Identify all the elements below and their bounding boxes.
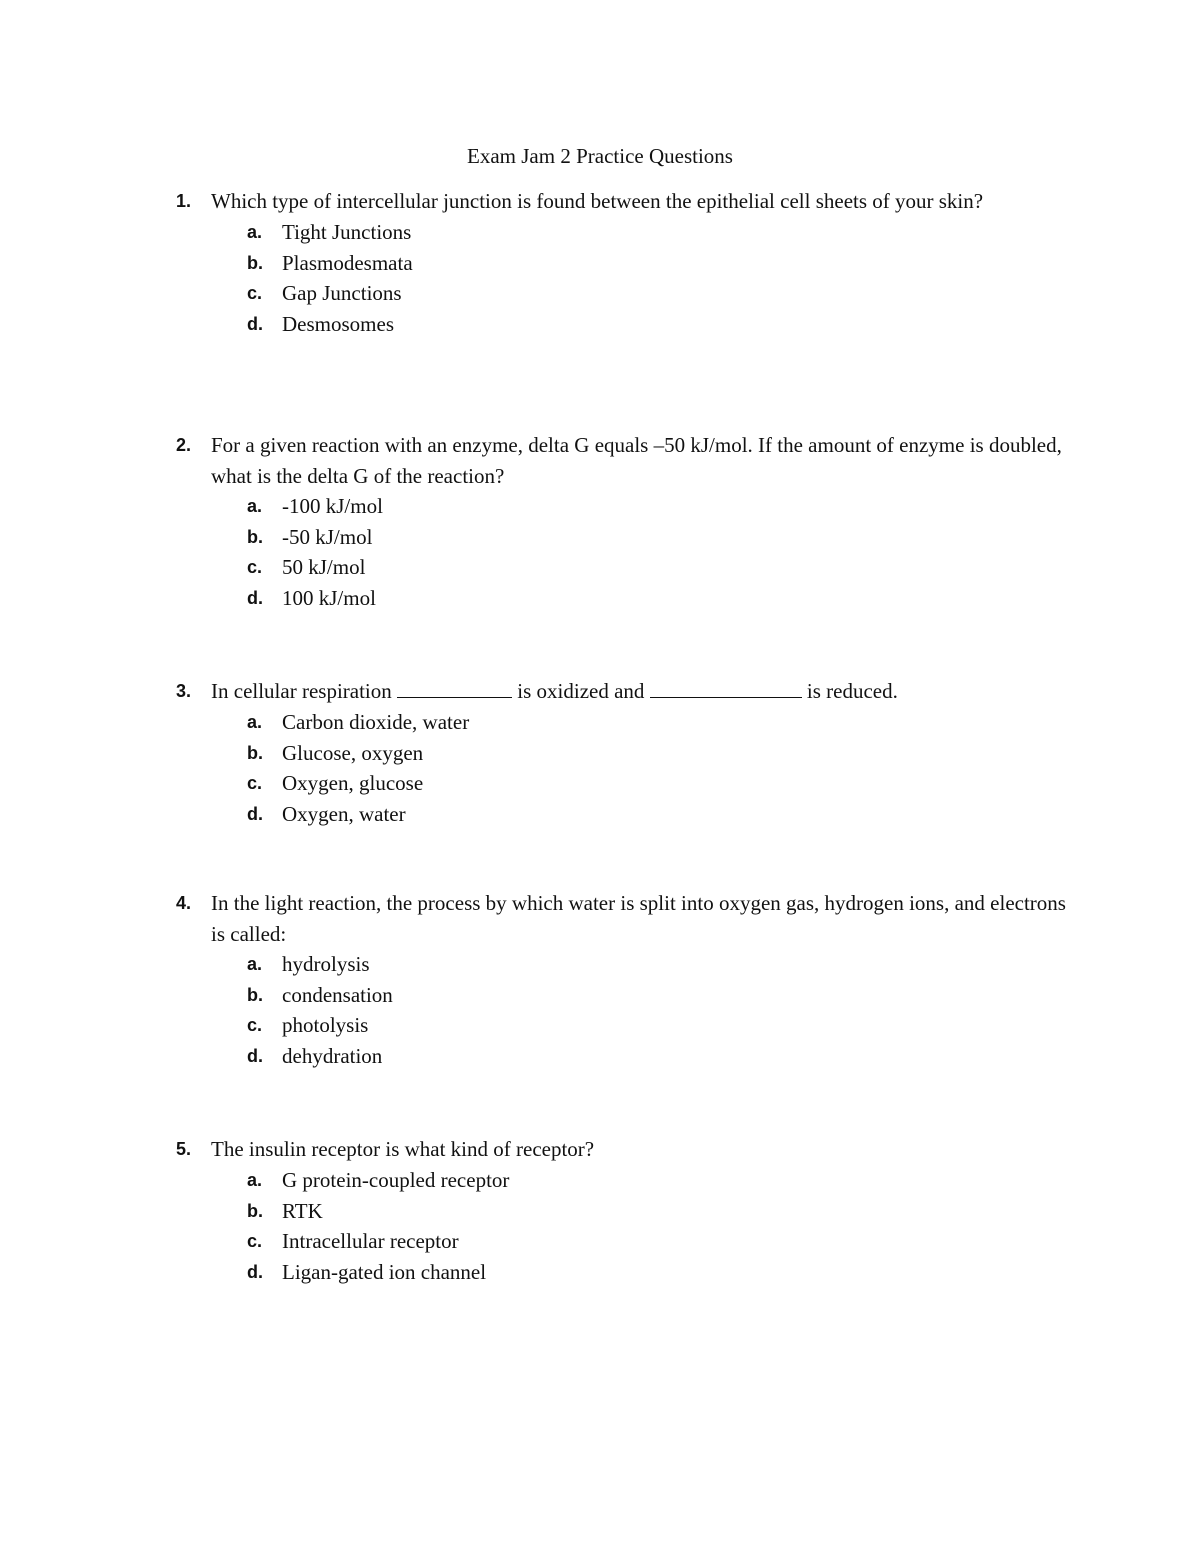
question-text-part: is oxidized and (517, 679, 645, 703)
option-text: Desmosomes (282, 312, 394, 337)
option-letter: a. (247, 1170, 263, 1190)
question-text: Which type of intercellular junction is found between the epithelial cell sheets of your skin? (211, 189, 984, 213)
document-title: Exam Jam 2 Practice Questions (467, 144, 733, 168)
option-letter: d. (247, 1262, 263, 1283)
option-letter: a. (247, 954, 263, 974)
option-b (176, 1196, 1066, 1227)
option-c (176, 1226, 1066, 1257)
question-number: 3. (176, 681, 192, 701)
answer-blank (650, 677, 802, 698)
option-letter: c. (247, 773, 263, 794)
question-number: 2. (176, 435, 192, 455)
option-letter: a. (247, 222, 263, 242)
option-letter: d. (247, 1046, 263, 1067)
option-letter: b. (247, 526, 263, 547)
option-text: condensation (282, 982, 393, 1007)
option-letter: d. (247, 804, 263, 825)
option-c (176, 552, 1066, 583)
option-d (176, 799, 1066, 830)
option-b (176, 738, 1066, 769)
option-letter: d. (247, 314, 263, 335)
option-letter: c. (247, 557, 263, 578)
question-3 (176, 676, 1066, 830)
option-letter: b. (247, 984, 263, 1005)
option-list (176, 949, 1066, 1072)
option-letter: c. (247, 283, 263, 304)
option-text: Tight Junctions (282, 220, 412, 244)
option-d (176, 1257, 1066, 1288)
question-number: 4. (176, 893, 192, 913)
question-text: The insulin receptor is what kind of receptor? (211, 1137, 595, 1161)
question-5 (176, 1134, 1066, 1288)
option-a (176, 707, 1066, 738)
option-letter: b. (247, 252, 263, 273)
option-letter: b. (247, 742, 263, 763)
option-text: hydrolysis (282, 952, 370, 976)
option-text: Oxygen, glucose (282, 771, 424, 796)
option-text: G protein-coupled receptor (282, 1168, 510, 1192)
answer-blank (397, 677, 512, 698)
option-text: Gap Junctions (282, 281, 402, 306)
option-text: 100 kJ/mol (282, 586, 376, 611)
option-text: Oxygen, water (282, 802, 406, 827)
option-a (176, 217, 1066, 248)
option-c (176, 768, 1066, 799)
option-text: Intracellular receptor (282, 1229, 459, 1254)
question-text-part: is reduced. (806, 679, 898, 703)
question-text: For a given reaction with an enzyme, delta G equals –50 kJ/mol. If the amount of enzyme is doubled, what is the delta G of the reaction? (211, 433, 1062, 488)
question-2 (176, 430, 1066, 614)
option-list (176, 707, 1066, 830)
question-number: 5. (176, 1139, 192, 1159)
question-text: In the light reaction, the process by which water is split into oxygen gas, hydrogen ions, and electrons is called: (211, 891, 1066, 946)
option-text: 50 kJ/mol (282, 555, 366, 580)
option-list (176, 1165, 1066, 1288)
option-letter: b. (247, 1200, 263, 1221)
option-text: Plasmodesmata (282, 250, 413, 275)
option-b (176, 522, 1066, 553)
option-letter: d. (247, 588, 263, 609)
option-a (176, 949, 1066, 980)
question-1 (176, 186, 1066, 340)
option-letter: c. (247, 1231, 263, 1252)
option-text: -50 kJ/mol (282, 524, 373, 549)
option-text: -100 kJ/mol (282, 494, 383, 518)
option-a (176, 491, 1066, 522)
option-text: dehydration (282, 1044, 383, 1069)
option-text: photolysis (282, 1013, 369, 1038)
option-text: Carbon dioxide, water (282, 710, 470, 734)
option-list (176, 491, 1066, 614)
option-c (176, 278, 1066, 309)
option-list (176, 217, 1066, 340)
question-4 (176, 888, 1066, 1072)
option-text: RTK (282, 1198, 323, 1223)
option-c (176, 1010, 1066, 1041)
option-letter: a. (247, 712, 263, 732)
option-b (176, 980, 1066, 1011)
option-d (176, 1041, 1066, 1072)
option-d (176, 583, 1066, 614)
question-text (211, 676, 1066, 707)
option-letter: c. (247, 1015, 263, 1036)
question-text-part: In cellular respiration (211, 679, 392, 703)
option-a (176, 1165, 1066, 1196)
option-b (176, 248, 1066, 279)
option-d (176, 309, 1066, 340)
option-text: Ligan-gated ion channel (282, 1260, 487, 1285)
option-text: Glucose, oxygen (282, 740, 424, 765)
question-number: 1. (176, 191, 192, 211)
option-letter: a. (247, 496, 263, 516)
